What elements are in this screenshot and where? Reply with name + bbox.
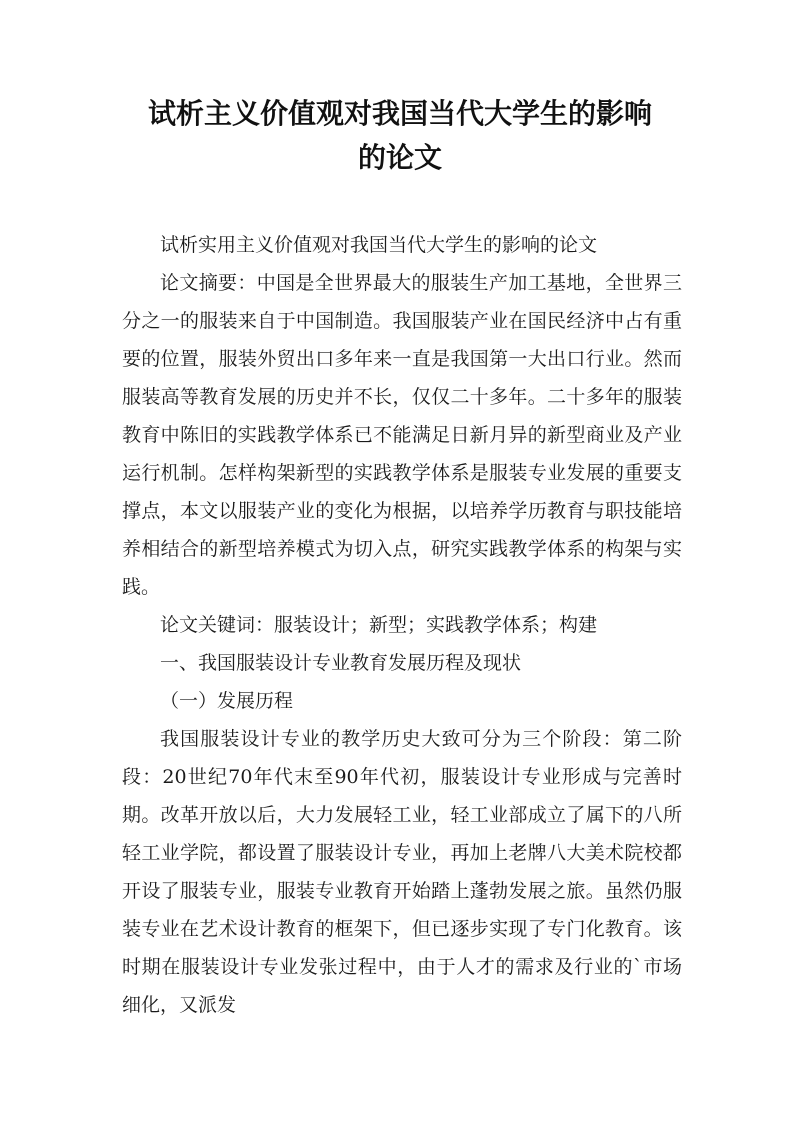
- subtitle-paragraph: 试析实用主义价值观对我国当代大学生的影响的论文: [160, 234, 598, 256]
- subsection-heading: （一）发展历程: [160, 690, 294, 712]
- document-title: [100, 92, 700, 180]
- section-heading: 一、我国服装设计专业教育发展历程及现状: [160, 652, 522, 674]
- abstract-paragraph: 论文摘要：中国是全世界最大的服装生产加工基地，全世界三分之一的服装来自于中国制造。我国服装产业在国民经济中占有重要的位置，服装外贸出口多年来一直是我国第一大出口行业。然而服装高等教育发展的历史并不长，仅仅二十多年。二十多年的服装教育中陈旧的实践教学体系已不能满足日新月异的新型商业及产业运行机制。怎样构架新型的实践教学体系是服装专业发展的重要支撑点，本文以服装产业的变化为根据，以培养学历教育与职技能培养相结合的新型培养模式为切入点，研究实践教学体系的构架与实践。: [122, 272, 682, 598]
- keywords-paragraph: 论文关键词：服装设计；新型；实践教学体系；构建: [160, 614, 598, 636]
- document-body: [122, 226, 682, 1024]
- body-paragraph: 我国服装设计专业的教学历史大致可分为三个阶段：第二阶段：20世纪70年代末至90年代初，服装设计专业形成与完善时期。改革开放以后，大力发展轻工业，轻工业部成立了属下的八所轻工业学院，都设置了服装设计专业，再加上老牌八大美术院校都开设了服装专业，服装专业教育开始踏上蓬勃发展之旅。虽然仍服装专业在艺术设计教育的框架下，但已逐步实现了专门化教育。该时期在服装设计专业发张过程中，由于人才的需求及行业的`市场细化，又派发: [122, 728, 682, 1016]
- document-title-line-1: 试析主义价值观对我国当代大学生的影响: [147, 97, 652, 130]
- document-title-line-2: 的论文: [357, 141, 442, 174]
